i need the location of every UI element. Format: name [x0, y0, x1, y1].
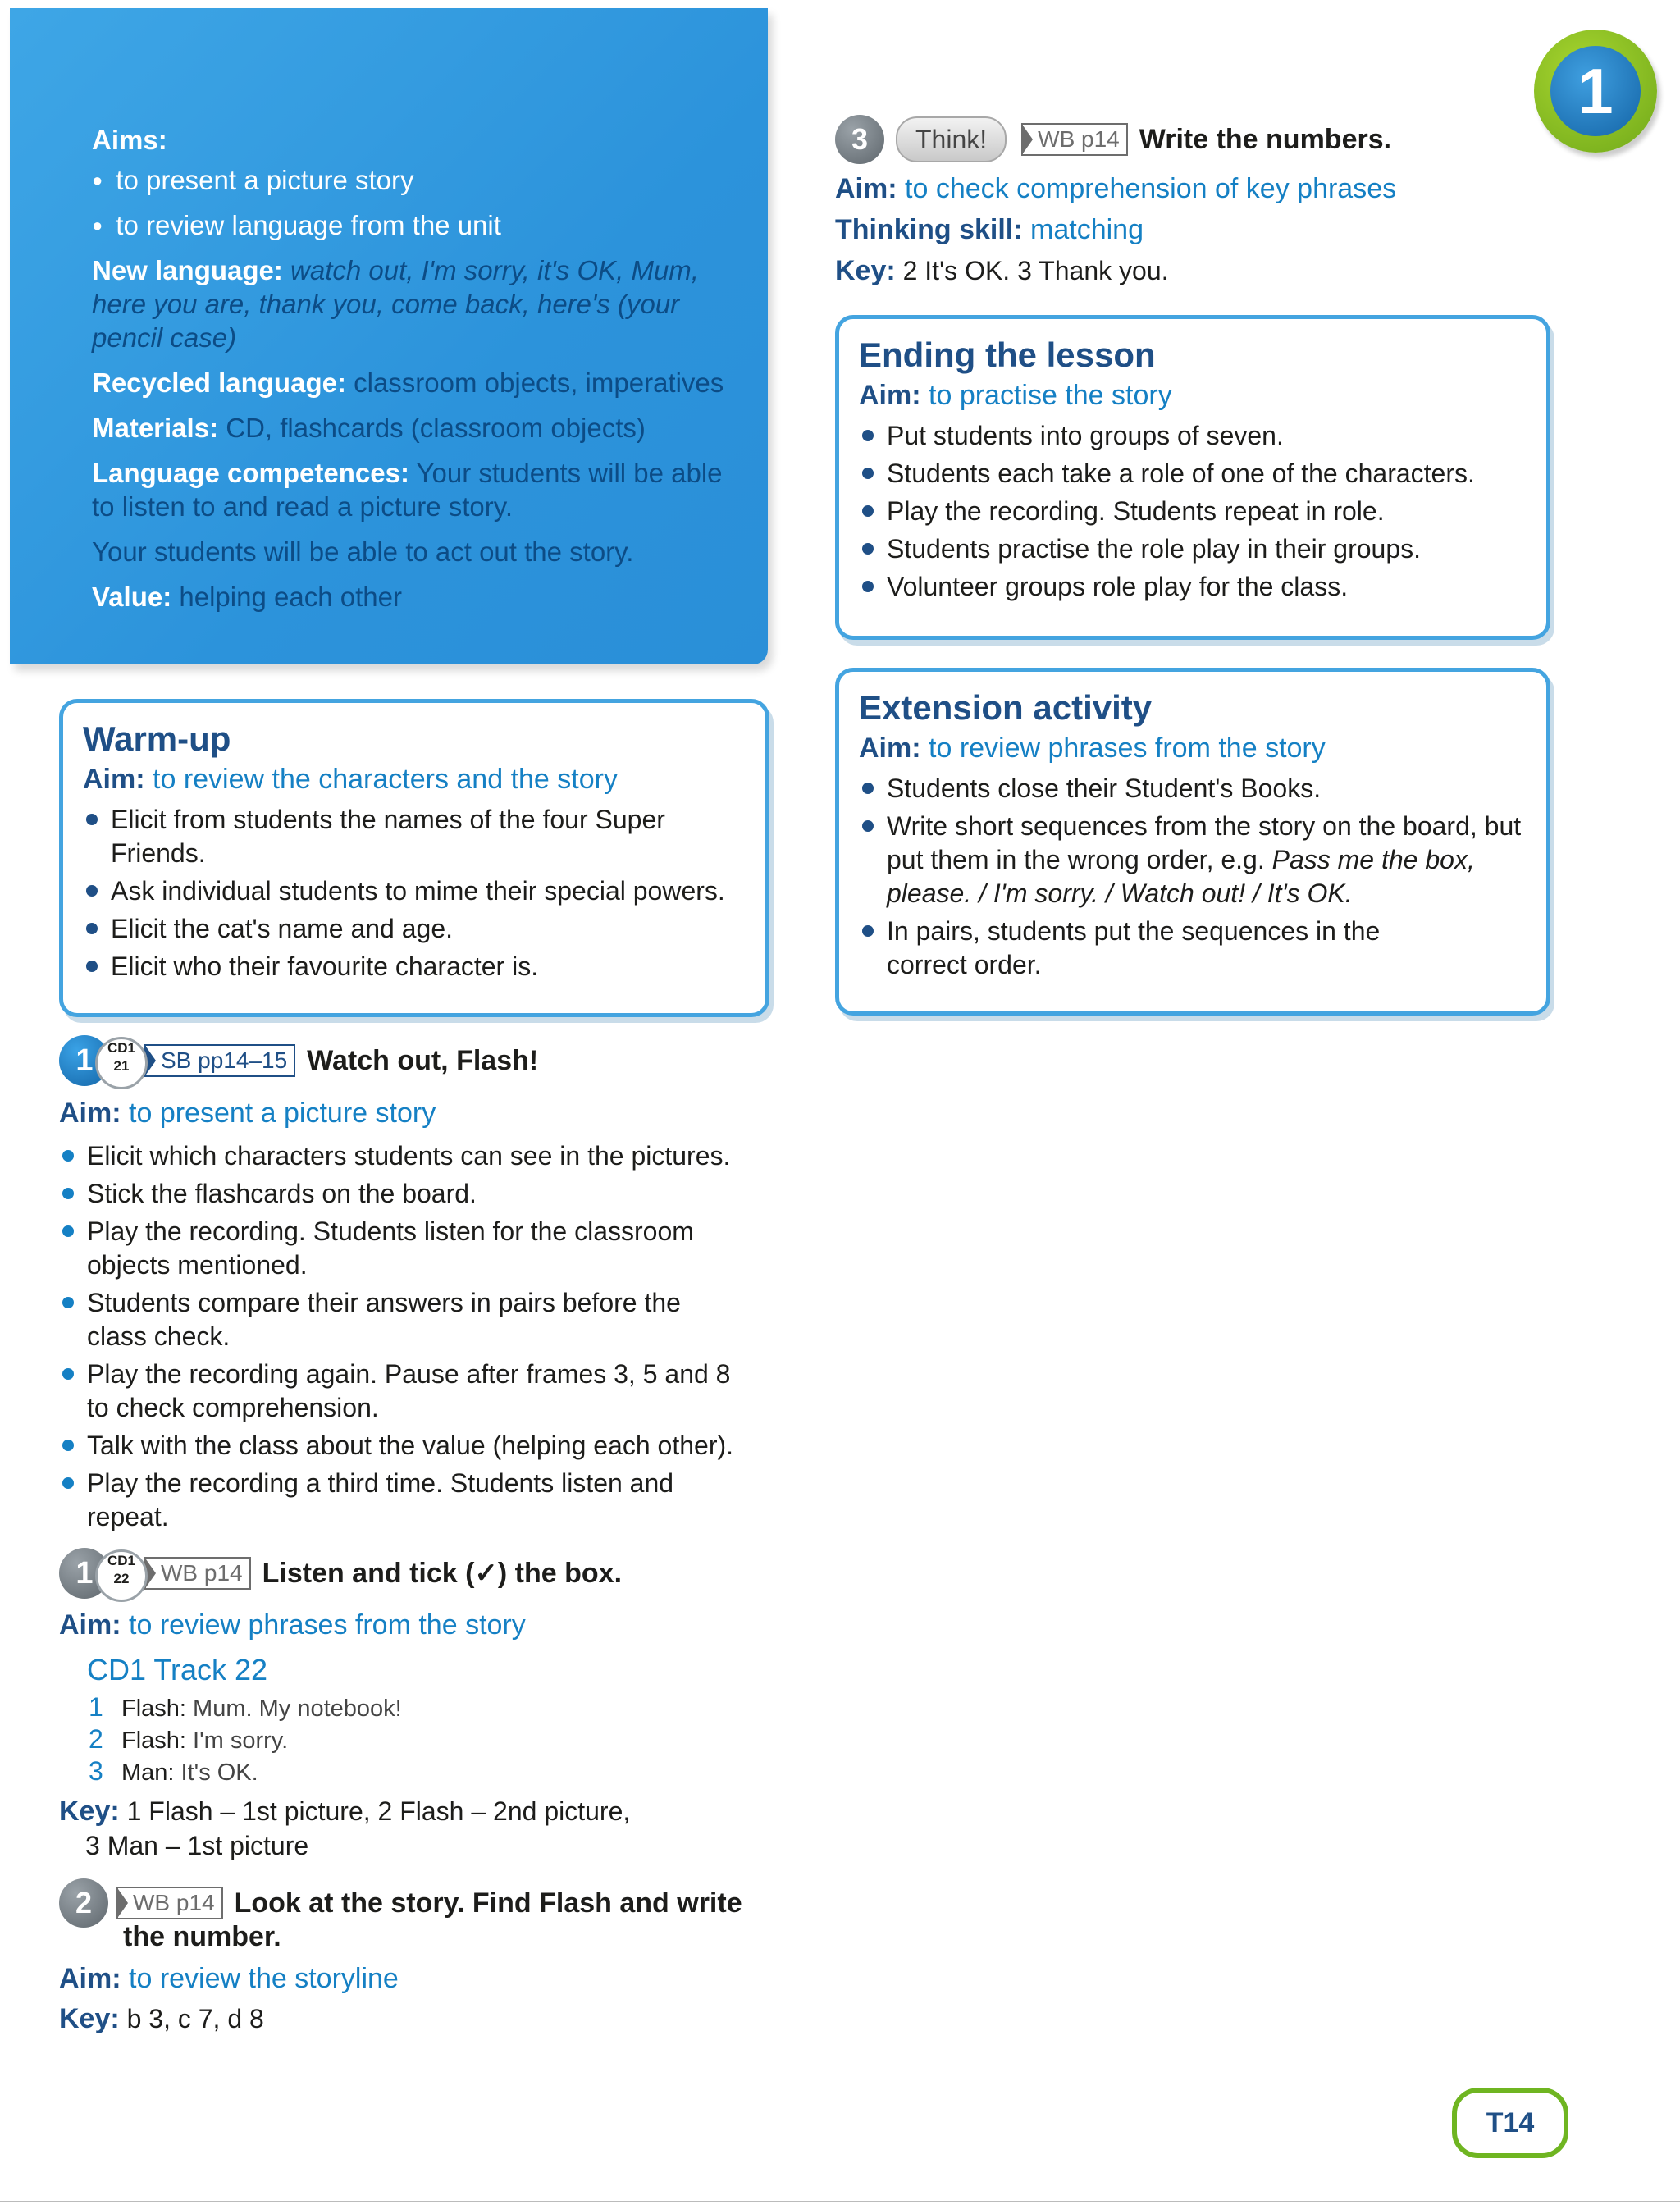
answer-key: Key: 1 Flash – 1st picture, 2 Flash – 2nd picture,: [59, 1796, 631, 1827]
cd-badge: 1 CD1 21: [59, 1035, 149, 1086]
list-item: In pairs, students put the sequences in the correct order.: [859, 915, 1445, 982]
list-item: Elicit from students the names of the four Super Friends.: [83, 803, 756, 870]
cd-badge: 1 CD1 22: [59, 1548, 149, 1599]
answer-key-cont: 3 Man – 1st picture: [85, 1831, 309, 1860]
ending-list: [859, 419, 1532, 604]
language-competences-2: Your students will be able to act out the story.: [92, 536, 634, 567]
list-item: Students practise the role play in their groups.: [859, 532, 1532, 566]
extension-list: [859, 772, 1532, 982]
list-item: Elicit who their favourite character is.: [83, 950, 756, 984]
activity-title: Watch out, Flash!: [307, 1044, 539, 1076]
list-item: Write short sequences from the story on the board, but put them in the wrong order, e.g. Pass me the box, please. / I'm sorry. / Watch out! / It's OK.: [859, 810, 1532, 911]
script-line: 2 Flash: I'm sorry.: [89, 1724, 289, 1754]
wb2-heading: [59, 1878, 742, 1928]
think-badge: Think!: [896, 116, 1007, 162]
answer-key: Key: 2 It's OK. 3 Thank you.: [835, 255, 1169, 286]
activity-number: 3: [835, 115, 884, 164]
language-competences: Language competences: Your students will be able to listen to and read a picture story.: [92, 458, 723, 522]
list-item: Play the recording. Students repeat in role.: [859, 495, 1532, 528]
activity1-list: [59, 1139, 781, 1538]
recycled-language: Recycled language: classroom objects, imperatives: [92, 367, 724, 398]
page-number: T14: [1452, 2088, 1568, 2158]
list-item: Students close their Student's Books.: [859, 772, 1532, 806]
warmup-title: Warm-up: [83, 719, 231, 758]
cd-icon: CD1 22: [95, 1549, 148, 1602]
list-item: Put students into groups of seven.: [859, 419, 1532, 453]
activity-title: Listen and tick (✓) the box.: [262, 1558, 623, 1589]
script-line: 3 Man: It's OK.: [89, 1756, 258, 1786]
unit-number-badge: [1534, 30, 1657, 153]
list-item: Elicit which characters students can see in the pictures.: [59, 1139, 781, 1173]
book-reference-tag: SB pp14–15: [144, 1044, 295, 1077]
list-item: Play the recording a third time. Students listen and repeat.: [59, 1467, 694, 1534]
materials: Materials: CD, flashcards (classroom objects): [92, 413, 646, 443]
new-language: New language: watch out, I'm sorry, it's OK, Mum, here you are, thank you, come back, here's (your pencil case): [92, 255, 699, 353]
aims-label: Aims:: [92, 125, 167, 155]
activity-title: Write the numbers.: [1139, 123, 1392, 155]
intro-panel: [10, 8, 768, 664]
list-item: Play the recording. Students listen for the classroom objects mentioned.: [59, 1215, 727, 1282]
wb3-skill: Thinking skill: matching: [835, 214, 1144, 245]
extension-aim: Aim: to review phrases from the story: [859, 733, 1326, 764]
ending-aim: Aim: to practise the story: [859, 380, 1172, 411]
list-item: Ask individual students to mime their special powers.: [83, 874, 756, 908]
wb1-aim: Aim: to review phrases from the story: [59, 1609, 526, 1641]
aim-item: ● to review language from the unit: [92, 208, 748, 242]
answer-key: Key: b 3, c 7, d 8: [59, 2003, 264, 2034]
wb2-aim: Aim: to review the storyline: [59, 1963, 399, 1994]
activity-title-cont: the number.: [123, 1921, 281, 1952]
unit-number: 1: [1550, 46, 1641, 136]
activity1-heading: [59, 1035, 538, 1086]
activity-number: 2: [59, 1878, 108, 1928]
track-title: CD1 Track 22: [87, 1653, 268, 1686]
warmup-box: [59, 699, 769, 1017]
warmup-list: [83, 803, 756, 984]
wb3-heading: [835, 115, 1391, 164]
ending-box: [835, 315, 1550, 640]
activity-title: Look at the story. Find Flash and write: [234, 1887, 742, 1919]
book-reference-tag: WB p14: [1021, 123, 1128, 156]
list-item: Play the recording again. Pause after frames 3, 5 and 8 to check comprehension.: [59, 1358, 743, 1425]
cd-icon: CD1 21: [95, 1037, 148, 1089]
list-item: Elicit the cat's name and age.: [83, 912, 756, 946]
list-item: Stick the flashcards on the board.: [59, 1177, 781, 1211]
wb3-aim: Aim: to check comprehension of key phrases: [835, 173, 1397, 204]
script-line: 1 Flash: Mum. My notebook!: [89, 1692, 402, 1722]
list-item: Talk with the class about the value (helping each other).: [59, 1429, 781, 1463]
book-reference-tag: WB p14: [144, 1557, 251, 1590]
list-item: Students each take a role of one of the characters.: [859, 457, 1532, 491]
list-item: Students compare their answers in pairs before the class check.: [59, 1286, 727, 1353]
aim-item: ● to present a picture story: [92, 163, 748, 197]
activity1-aim: Aim: to present a picture story: [59, 1098, 436, 1129]
bottom-rule: [0, 2201, 1680, 2202]
book-reference-tag: WB p14: [116, 1887, 223, 1919]
warmup-aim: Aim: to review the characters and the story: [83, 764, 618, 795]
ending-title: Ending the lesson: [859, 335, 1156, 374]
extension-box: [835, 668, 1550, 1016]
list-item: Volunteer groups role play for the class.: [859, 570, 1532, 604]
wb1-heading: [59, 1548, 622, 1599]
value: Value: helping each other: [92, 582, 402, 612]
extension-title: Extension activity: [859, 688, 1153, 727]
